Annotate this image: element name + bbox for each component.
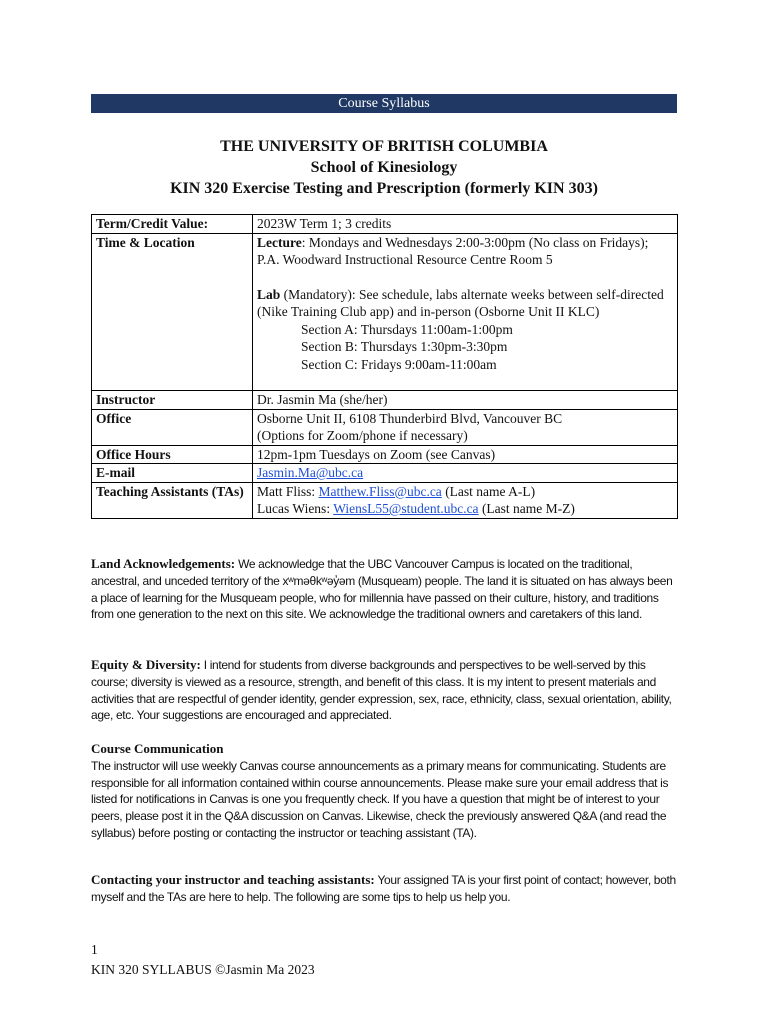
- communication-heading: Course Communication: [91, 741, 224, 756]
- office-address: Osborne Unit II, 6108 Thunderbird Blvd, Vancouver BC: [257, 410, 563, 426]
- table-row: [92, 464, 678, 483]
- instructor-label: Instructor: [92, 391, 253, 410]
- land-text: We acknowledge that the UBC Vancouver Campus is located on the traditional, ancestral, and unceded territory of the xʷməθkʷəy̓əm (Musqueam) people. The land it is situated on has always been a place of learning for the Musqueam people, who for millennia have passed on their culture, history, and traditions from one generation to the next on this site. We acknowledge the traditional owners and caretakers of this land.: [91, 557, 673, 622]
- ta-lucas: [257, 500, 673, 518]
- equity-text: I intend for students from diverse backgrounds and perspectives to be well-served by this course; diversity is viewed as a resource, strength, and benefit of this class. It is my intent to present materials and activities that are respectful of gender identity, gender expression, sex, race, ethnicity, class, sexual orientation, ability, age, etc. Your suggestions are encouraged and appreciated.: [91, 658, 672, 723]
- ta1-email-link[interactable]: Matthew.Fliss@ubc.ca: [318, 483, 442, 499]
- office-label: Office: [92, 409, 253, 445]
- email-label: E-mail: [92, 464, 253, 483]
- lab-section-b: Section B: Thursdays 1:30pm-3:30pm: [301, 339, 508, 354]
- instructor-value: Dr. Jasmin Ma (she/her): [253, 391, 678, 410]
- office-hours-label: Office Hours: [92, 445, 253, 464]
- land-heading: Land Acknowledgements:: [91, 556, 236, 571]
- equity-paragraph: [91, 657, 681, 724]
- communication-text: The instructor will use weekly Canvas course announcements as a primary means for communicating. Students are responsible for all information contained within course announcements. Please make sure your email address that is listed for notifications in Canvas is one you frequently check. If you have a question that might be of interest to your peers, please post it in the Q&A discussion on Canvas. Likewise, check the previously answered Q&A (and read the syllabus) before posting or contacting the instructor or teaching assistant (TA).: [91, 758, 669, 840]
- communication-section: [91, 741, 681, 842]
- instructor-email-link[interactable]: Jasmin.Ma@ubc.ca: [257, 465, 364, 480]
- course-info-table: [91, 214, 678, 519]
- ta1-range: (Last name A-L): [441, 483, 536, 499]
- ta-label: Teaching Assistants (TAs): [92, 482, 253, 518]
- footer-copyright: KIN 320 SYLLABUS ©Jasmin Ma 2023: [91, 962, 315, 977]
- time-location-value: [253, 233, 678, 391]
- term-label: Term/Credit Value:: [92, 215, 253, 234]
- table-row: [92, 233, 678, 391]
- lecture-info: [257, 234, 673, 269]
- land-acknowledgement-paragraph: [91, 556, 681, 623]
- page-number: 1: [91, 942, 98, 957]
- contacting-paragraph: [91, 872, 681, 906]
- lecture-text: : Mondays and Wednesdays 2:00-3:00pm (No class on Fridays); P.A. Woodward Instructional Resource Centre Room 5: [257, 234, 649, 267]
- ta1-name: Matt Fliss:: [257, 483, 319, 499]
- lab-section-c: Section C: Fridays 9:00am-11:00am: [301, 356, 497, 372]
- university-title: THE UNIVERSITY OF BRITISH COLUMBIA: [220, 138, 548, 155]
- contacting-text: Your assigned TA is your first point of contact; however, both myself and the TAs are here to help. The following are some tips to help us help you.: [91, 873, 676, 904]
- ta2-name: Lucas Wiens:: [257, 501, 334, 516]
- lab-label: Lab: [257, 286, 281, 302]
- table-row: [92, 409, 678, 445]
- time-location-label: Time & Location: [92, 233, 253, 391]
- office-value: [253, 409, 678, 445]
- lab-section-a: Section A: Thursdays 11:00am-1:00pm: [301, 321, 513, 337]
- table-row: [92, 445, 678, 464]
- office-hours-value: 12pm-1pm Tuesdays on Zoom (see Canvas): [253, 445, 678, 464]
- ta2-range: (Last name M-Z): [478, 501, 575, 516]
- ta-matt: [257, 483, 673, 501]
- office-options: (Options for Zoom/phone if necessary): [257, 428, 468, 443]
- ta2-email-link[interactable]: WiensL55@student.ubc.ca: [333, 501, 479, 516]
- ta-value: [253, 482, 678, 518]
- contacting-heading: Contacting your instructor and teaching assistants:: [91, 872, 375, 887]
- equity-heading: Equity & Diversity:: [91, 657, 201, 672]
- school-title: School of Kinesiology: [310, 159, 458, 176]
- table-row: [92, 391, 678, 410]
- lecture-label: Lecture: [257, 234, 302, 250]
- course-syllabus-banner: Course Syllabus: [91, 94, 677, 113]
- course-title: KIN 320 Exercise Testing and Prescription (formerly KIN 303): [170, 180, 598, 197]
- term-value: 2023W Term 1; 3 credits: [253, 215, 678, 234]
- lab-text: (Mandatory): See schedule, labs alternate weeks between self-directed (Nike Training Club app) and in-person (Osborne Unit II KLC): [257, 286, 664, 319]
- table-row: [92, 482, 678, 518]
- lab-info: [257, 286, 673, 321]
- table-row: [92, 215, 678, 234]
- document-header: [91, 136, 677, 199]
